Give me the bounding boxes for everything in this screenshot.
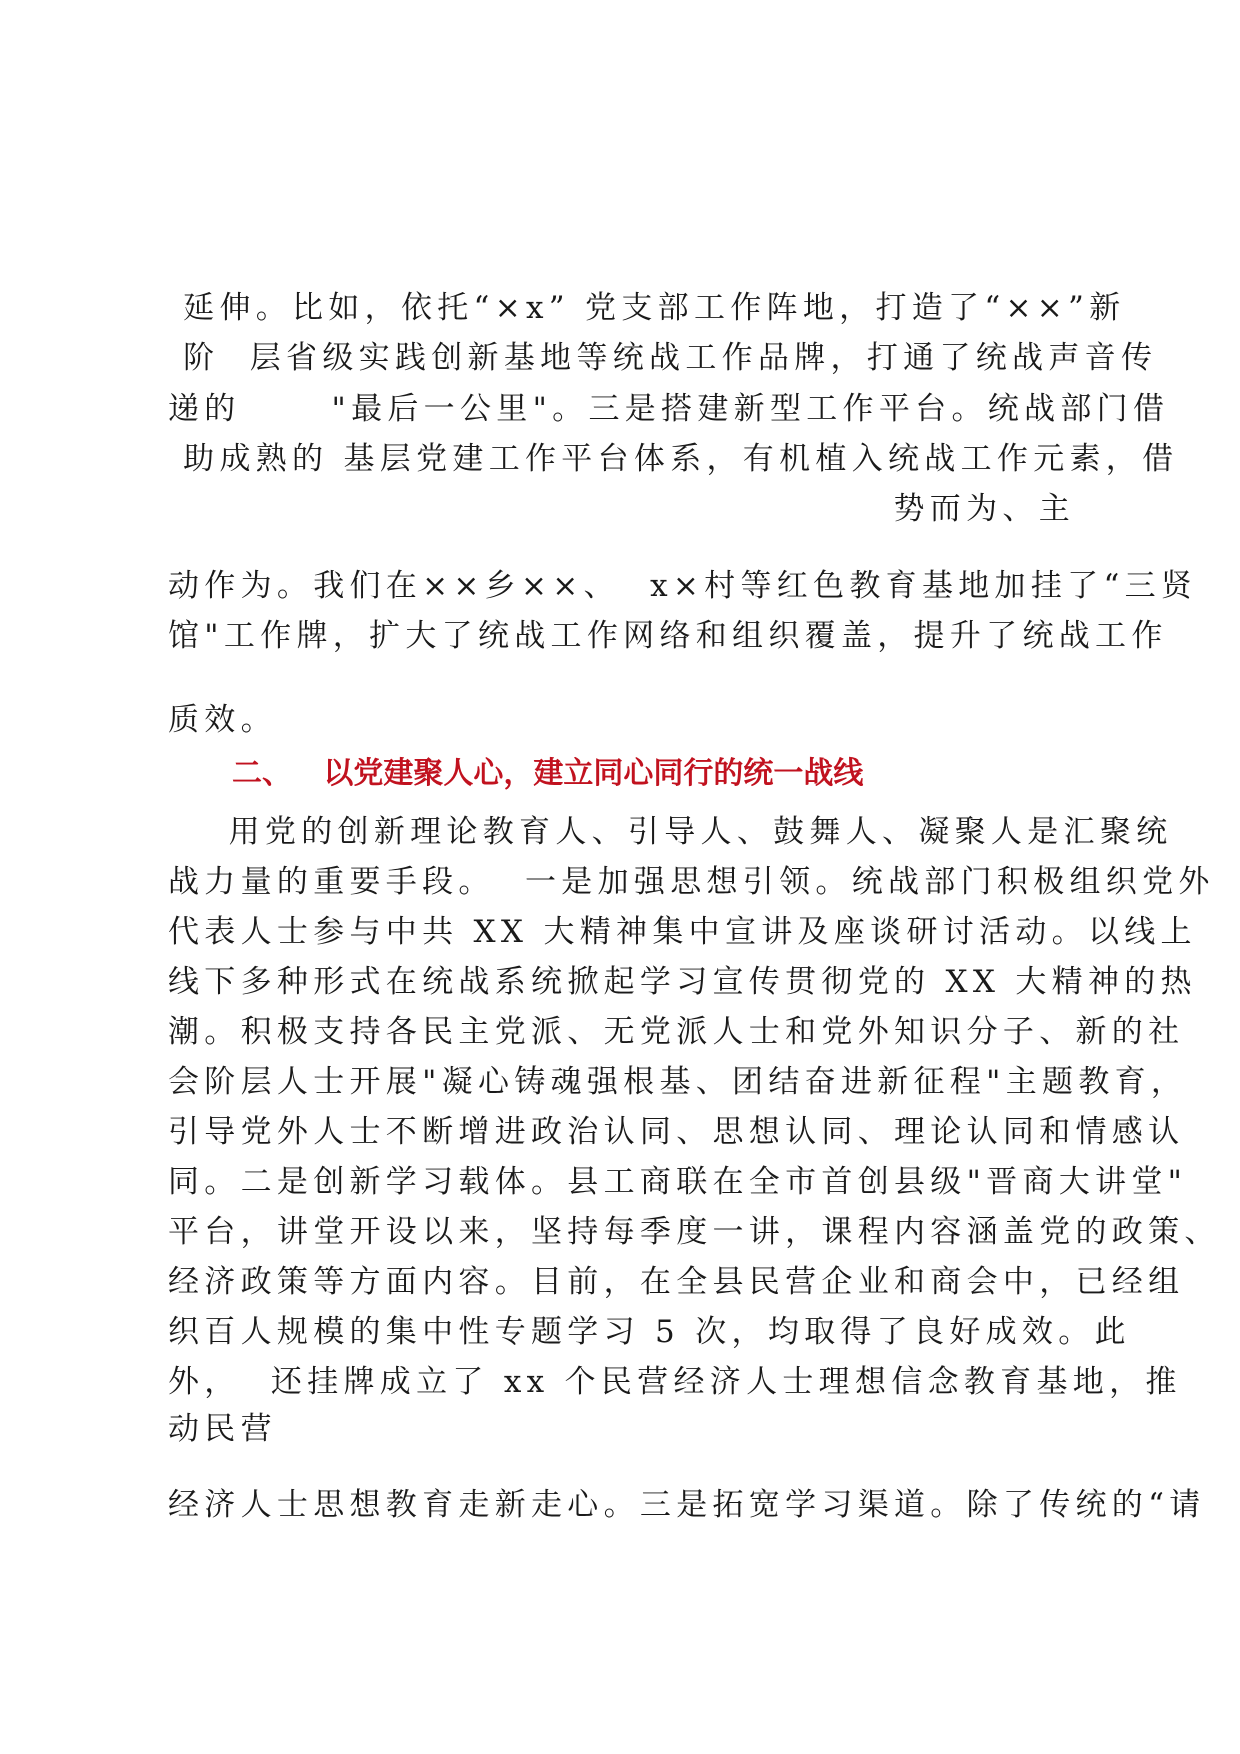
text-line: 线下多种形式在统战系统掀起学习宣传贯彻党的 XX 大精神的热 — [168, 964, 1197, 1000]
text-line: 势而为、主 — [893, 491, 1075, 527]
text-line: 经济人士思想教育走新走心。三是拓宽学习渠道。除了传统的“请 — [168, 1487, 1206, 1523]
text-line: 用党的创新理论教育人、引导人、鼓舞人、凝聚人是汇聚统 — [168, 814, 1173, 850]
text-line: 代表人士参与中共 XX 大精神集中宣讲及座谈研讨活动。以线上 — [168, 914, 1197, 950]
section-heading: 二、 以党建聚人心，建立同心同行的统一战线 — [232, 756, 864, 791]
text-line: 会阶层人士开展"凝心铸魂强根基、团结奋进新征程"主题教育， — [168, 1064, 1188, 1100]
text-line: 经济政策等方面内容。目前，在全县民营企业和商会中，已经组 — [168, 1264, 1185, 1300]
text-line: 平台，讲堂开设以来，坚持每季度一讲，课程内容涵盖党的政策、 — [168, 1214, 1221, 1250]
text-line: 外， 还挂牌成立了 xx 个民营经济人士理想信念教育基地，推 — [168, 1364, 1182, 1400]
text-line: 助成熟的 基层党建工作平台体系，有机植入统战工作元素，借 — [168, 441, 1179, 477]
text-line: 馆"工作牌，扩大了统战工作网络和组织覆盖，提升了统战工作 — [168, 618, 1168, 654]
text-line: 战力量的重要手段。 一是加强思想引领。统战部门积极组织党外 — [168, 864, 1215, 900]
text-line: 递的 "最后一公里"。三是搭建新型工作平台。统战部门借 — [168, 391, 1170, 427]
text-line: 织百人规模的集中性专题学习 5 次，均取得了良好成效。此 — [168, 1314, 1131, 1350]
text-line: 潮。积极支持各民主党派、无党派人士和党外知识分子、新的社 — [168, 1014, 1185, 1050]
text-line: 动民营 — [168, 1411, 277, 1447]
text-line: 质效。 — [168, 702, 277, 738]
text-line: 动作为。我们在××乡××、 x×村等红色教育基地加挂了“三贤 — [168, 568, 1198, 604]
text-line: 同。二是创新学习载体。县工商联在全市首创县级"晋商大讲堂" — [168, 1164, 1188, 1200]
text-line: 延伸。比如，依托“×x” 党支部工作阵地，打造了“××”新 — [168, 290, 1126, 326]
text-line: 阶 层省级实践创新基地等统战工作品牌，打通了统战声音传 — [168, 340, 1158, 376]
text-line: 引导党外人士不断增进政治认同、思想认同、理论认同和情感认 — [168, 1114, 1185, 1150]
